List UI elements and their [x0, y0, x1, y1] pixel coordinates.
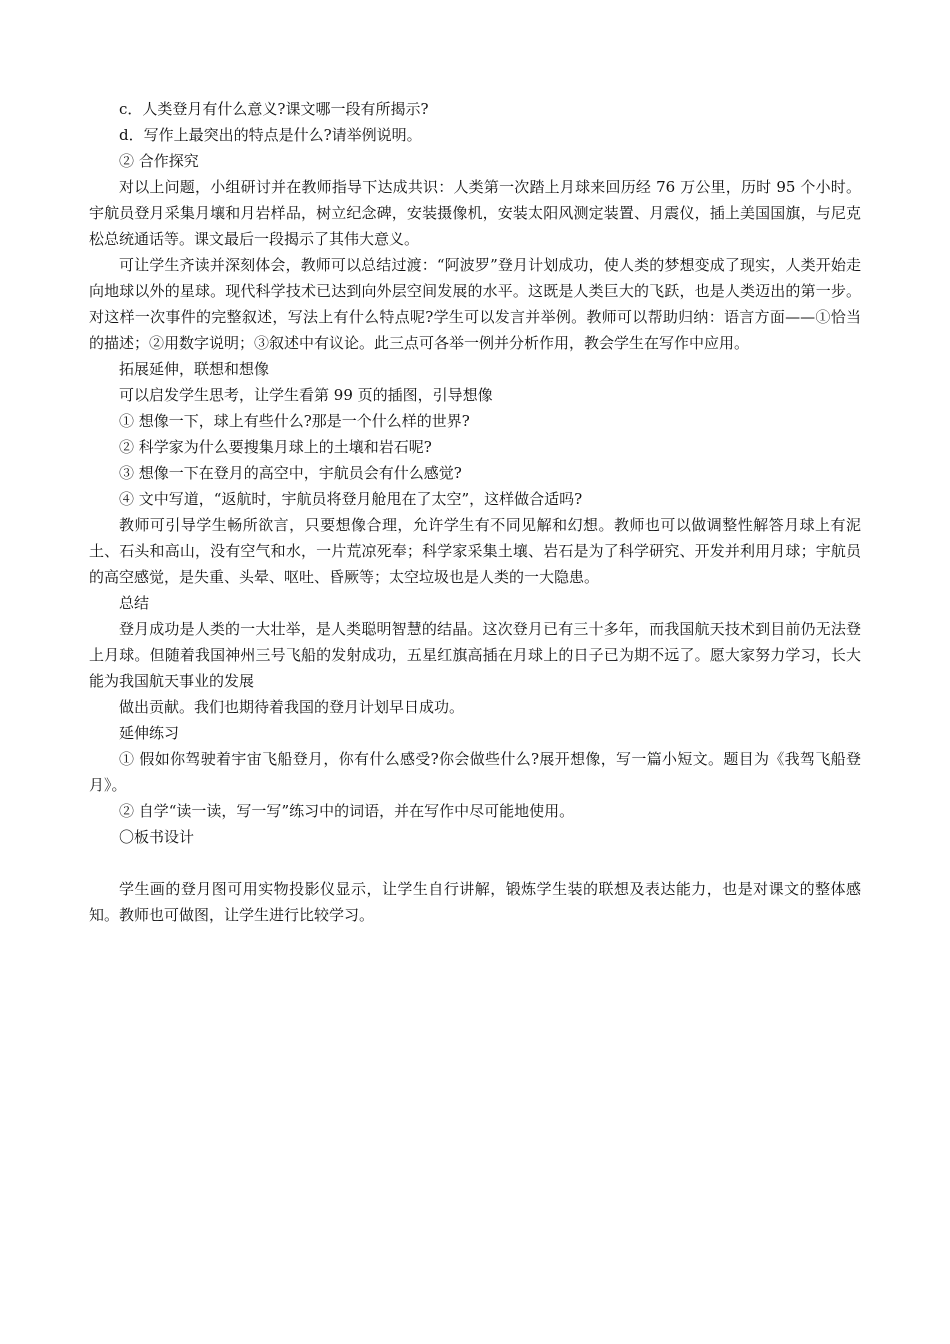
transition-paragraph: 可让学生齐读并深刻体会，教师可以总结过渡：“阿波罗”登月计划成功，使人类的梦想变成了现实，人类开始走向地球以外的星球。现代科学技术已达到向外层空间发展的水平。这既是人类巨大的飞跃，也是人类迈出的第一步。对这样一次事件的完整叙述，写法上有什么特点呢?学生可以发言并举例。教师可以帮助归纳：语言方面——①恰当的描述；②用数字说明；③叙述中有议论。此三点可各举一例并分析作用，教会学生在写作中应用。: [89, 256, 861, 352]
section-heading-extension: 拓展延伸，联想和想像: [119, 360, 270, 378]
exercise-2: ② 自学“读一读，写一写”练习中的词语，并在写作中尽可能地使用。: [119, 802, 575, 820]
imagine-question-3: ③ 想像一下在登月的高空中，宇航员会有什么感觉?: [119, 464, 462, 482]
imagine-question-4: ④ 文中写道，“返航时，宇航员将登月舱甩在了太空”，这样做合适吗?: [119, 490, 583, 508]
illustration-prompt: 可以启发学生思考，让学生看第 99 页的插图，引导想像: [119, 386, 493, 404]
summary-continuation: 做出贡献。我们也期待着我国的登月计划早日成功。: [119, 698, 465, 716]
question-d: d．写作上最突出的特点是什么?请举例说明。: [119, 126, 422, 144]
section-heading-blackboard-design: 〇板书设计: [119, 828, 195, 846]
blank-spacer: [89, 850, 861, 876]
consensus-paragraph: 对以上问题，小组研讨并在教师指导下达成共识：人类第一次踏上月球来回历经 76 万公里，历时 95 个小时。宇航员登月采集月壤和月岩样品，树立纪念碑，安装摄像机，安装太阳风测定装置、月震仪，插上美国国旗，与尼克松总统通话等。课文最后一段揭示了其伟大意义。: [89, 178, 861, 248]
section-heading-cooperative-inquiry: ② 合作探究: [119, 152, 199, 170]
closing-paragraph: 学生画的登月图可用实物投影仪显示，让学生自行讲解，锻炼学生装的联想及表达能力，也是对课文的整体感知。教师也可做图，让学生进行比较学习。: [89, 880, 861, 924]
imagine-question-1: ① 想像一下，球上有些什么?那是一个什么样的世界?: [119, 412, 470, 430]
imagine-question-2: ② 科学家为什么要搜集月球上的土壤和岩石呢?: [119, 438, 432, 456]
summary-paragraph: 登月成功是人类的一大壮举，是人类聪明智慧的结晶。这次登月已有三十多年，而我国航天技术到目前仍无法登上月球。但随着我国神州三号飞船的发射成功，五星红旗高插在月球上的日子已为期不远了。愿大家努力学习，长大能为我国航天事业的发展: [89, 620, 861, 690]
exercise-1: ① 假如你驾驶着宇宙飞船登月，你有什么感受?你会做些什么?展开想像，写一篇小短文。题目为《我驾飞船登月》。: [89, 750, 861, 794]
document-body: [89, 96, 861, 928]
section-heading-exercises: 延伸练习: [119, 724, 180, 742]
question-c: c．人类登月有什么意义?课文哪一段有所揭示?: [119, 100, 429, 118]
guidance-paragraph: 教师可引导学生畅所欲言，只要想像合理，允许学生有不同见解和幻想。教师也可以做调整性解答月球上有泥土、石头和高山，没有空气和水，一片荒凉死奉；科学家采集土壤、岩石是为了科学研究、开发并利用月球；宇航员的高空感觉，是失重、头晕、呕吐、昏厥等；太空垃圾也是人类的一大隐患。: [89, 516, 861, 586]
section-heading-summary: 总结: [119, 594, 150, 612]
